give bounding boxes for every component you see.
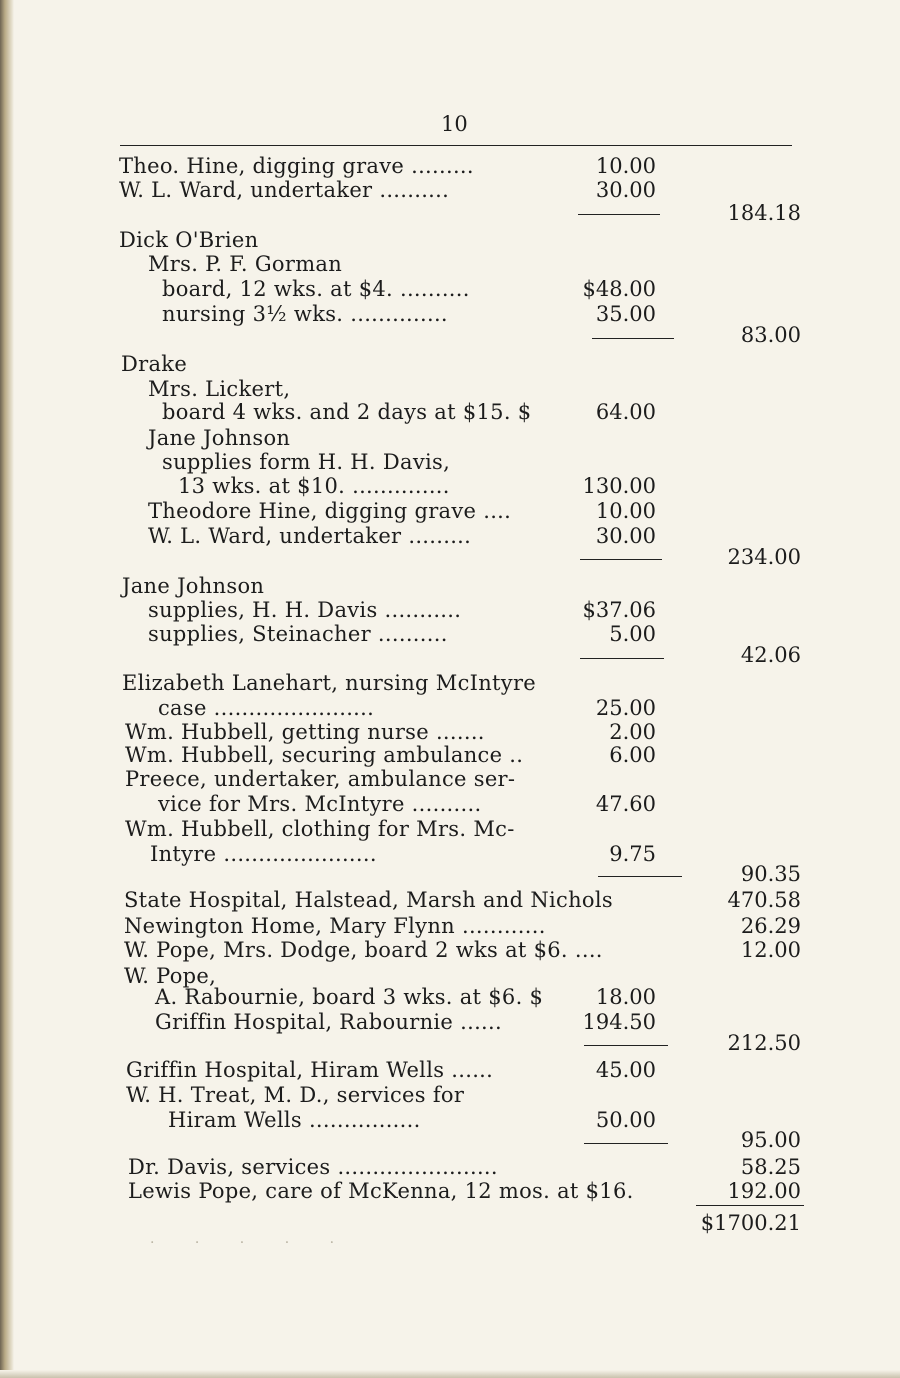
- entry-description: supplies form H. H. Davis,: [162, 450, 451, 474]
- ledger-row: [0, 643, 900, 667]
- ledger-row: [0, 743, 900, 767]
- entry-amount: 9.75: [609, 842, 656, 866]
- entry-amount: 64.00: [595, 400, 656, 424]
- subtotal-rule: [580, 658, 664, 659]
- entry-description: board, 12 wks. at $4. ..........: [162, 277, 470, 301]
- ledger-row: [0, 671, 900, 695]
- entry-amount: 5.00: [609, 622, 656, 646]
- entry-amount: $48.00: [582, 277, 656, 301]
- entry-description: Theodore Hine, digging grave ....: [148, 499, 512, 523]
- entry-amount: 30.00: [595, 524, 656, 548]
- ledger-row: [0, 352, 900, 376]
- ledger-row: [0, 154, 900, 178]
- entry-total: 234.00: [727, 545, 801, 569]
- ledger-row: [0, 1211, 900, 1235]
- entry-description: supplies, H. H. Davis ...........: [148, 598, 462, 622]
- ledger-row: [0, 1031, 900, 1055]
- entry-description: Lewis Pope, care of McKenna, 12 mos. at $16.: [128, 1179, 634, 1203]
- entry-description: W. Pope,: [124, 964, 217, 988]
- entry-description: Griffin Hospital, Rabournie ......: [155, 1010, 502, 1034]
- paper-marks: · · · · ·: [150, 1235, 353, 1251]
- ledger-row: [0, 178, 900, 202]
- entry-amount: 10.00: [595, 499, 656, 523]
- ledger-row: [0, 574, 900, 598]
- entry-amount: $37.06: [582, 598, 656, 622]
- entry-description: Mrs. Lickert,: [148, 377, 291, 401]
- entry-amount: 194.50: [582, 1010, 656, 1034]
- entry-total: 12.00: [740, 938, 801, 962]
- entry-amount: 2.00: [609, 720, 656, 744]
- entry-description: State Hospital, Halstead, Marsh and Nichols: [124, 888, 613, 912]
- ledger-row: [0, 474, 900, 498]
- entry-description: Drake: [121, 352, 188, 376]
- entry-description: Theo. Hine, digging grave .........: [119, 154, 474, 178]
- ledger-row: [0, 792, 900, 816]
- entry-total: 192.00: [727, 1179, 801, 1203]
- entry-description: Preece, undertaker, ambulance ser-: [125, 767, 516, 791]
- entry-total: 58.25: [740, 1155, 801, 1179]
- entry-total: 184.18: [727, 201, 801, 225]
- subtotal-rule: [592, 338, 674, 339]
- entry-total: 83.00: [740, 323, 801, 347]
- ledger-row: [0, 888, 900, 912]
- ledger-row: [0, 767, 900, 791]
- ledger-row: [0, 201, 900, 225]
- ledger-row: [0, 1179, 900, 1203]
- entry-total: 26.29: [740, 914, 801, 938]
- subtotal-rule: [584, 1045, 668, 1046]
- entry-description: W. L. Ward, undertaker ..........: [119, 178, 450, 202]
- entry-amount: 45.00: [595, 1058, 656, 1082]
- ledger-row: [0, 720, 900, 744]
- ledger-row: [0, 598, 900, 622]
- ledger-row: [0, 1128, 900, 1152]
- entry-description: A. Rabournie, board 3 wks. at $6. $: [155, 985, 544, 1009]
- entry-description: Hiram Wells ................: [168, 1108, 421, 1132]
- entry-amount: 6.00: [609, 743, 656, 767]
- entry-description: board 4 wks. and 2 days at $15. $: [162, 400, 532, 424]
- entry-amount: 47.60: [595, 792, 656, 816]
- entry-description: Dick O'Brien: [119, 228, 259, 252]
- entry-amount: 30.00: [595, 178, 656, 202]
- page-number: 10: [441, 112, 468, 136]
- ledger-row: [0, 450, 900, 474]
- entry-total: 212.50: [727, 1031, 801, 1055]
- entry-description: Intyre ......................: [150, 842, 377, 866]
- entry-amount: 18.00: [595, 985, 656, 1009]
- entry-total: 470.58: [727, 888, 801, 912]
- entry-description: Dr. Davis, services .......................: [128, 1155, 498, 1179]
- entry-description: Wm. Hubbell, clothing for Mrs. Mc-: [125, 817, 515, 841]
- entry-amount: 50.00: [595, 1108, 656, 1132]
- ledger-row: [0, 1155, 900, 1179]
- entry-description: Griffin Hospital, Hiram Wells ......: [126, 1058, 494, 1082]
- header-rule: [120, 145, 792, 146]
- ledger-row: [0, 545, 900, 569]
- entry-description: vice for Mrs. McIntyre ..........: [158, 792, 482, 816]
- grand-total-rule: [696, 1205, 804, 1206]
- ledger-row: [0, 277, 900, 301]
- entry-description: Jane Johnson: [122, 574, 265, 598]
- ledger-row: [0, 1058, 900, 1082]
- entry-amount: 130.00: [582, 474, 656, 498]
- entry-description: 13 wks. at $10. ..............: [178, 474, 450, 498]
- entry-total: 42.06: [740, 643, 801, 667]
- entry-description: W. L. Ward, undertaker .........: [148, 524, 472, 548]
- ledger-row: [0, 400, 900, 424]
- ledger-row: [0, 323, 900, 347]
- subtotal-rule: [584, 1143, 668, 1144]
- ledger-row: [0, 377, 900, 401]
- grand-total: $1700.21: [700, 1211, 801, 1235]
- entry-description: Newington Home, Mary Flynn ............: [124, 914, 546, 938]
- ledger-row: [0, 499, 900, 523]
- ledger-row: [0, 985, 900, 1009]
- subtotal-rule: [578, 214, 660, 215]
- entry-total: 95.00: [740, 1128, 801, 1152]
- entry-description: Jane Johnson: [148, 426, 291, 450]
- entry-description: supplies, Steinacher ..........: [148, 622, 448, 646]
- ledger-row: [0, 252, 900, 276]
- entry-description: case .......................: [158, 696, 375, 720]
- subtotal-rule: [598, 876, 682, 877]
- entry-amount: 10.00: [595, 154, 656, 178]
- entry-amount: 35.00: [595, 302, 656, 326]
- entry-description: nursing 3½ wks. ..............: [162, 302, 448, 326]
- entry-description: Mrs. P. F. Gorman: [148, 252, 343, 276]
- subtotal-rule: [580, 559, 662, 560]
- entry-description: W. H. Treat, M. D., services for: [126, 1083, 465, 1107]
- ledger-row: [0, 696, 900, 720]
- ledger-row: [0, 228, 900, 252]
- entry-description: W. Pope, Mrs. Dodge, board 2 wks at $6. ....: [124, 938, 603, 962]
- entry-total: 90.35: [740, 862, 801, 886]
- ledger-row: [0, 426, 900, 450]
- ledger-row: [0, 862, 900, 886]
- ledger-row: [0, 938, 900, 962]
- ledger-row: [0, 817, 900, 841]
- entry-description: Wm. Hubbell, securing ambulance ..: [125, 743, 524, 767]
- ledger-row: [0, 1083, 900, 1107]
- entry-amount: 25.00: [595, 696, 656, 720]
- entry-description: Elizabeth Lanehart, nursing McIntyre: [122, 671, 537, 695]
- ledger-row: [0, 914, 900, 938]
- entry-description: Wm. Hubbell, getting nurse .......: [125, 720, 485, 744]
